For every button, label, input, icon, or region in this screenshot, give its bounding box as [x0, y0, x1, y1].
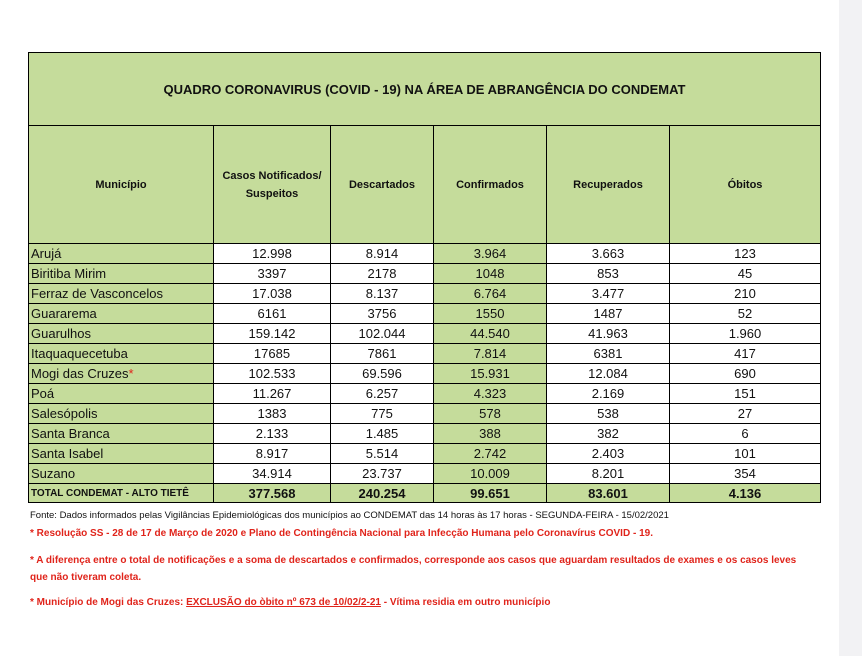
table-row	[29, 464, 821, 484]
cell-obitos: 1.960	[670, 324, 821, 344]
header-obitos: Óbitos	[670, 126, 821, 244]
total-recuperados: 83.601	[547, 484, 670, 503]
municipio-name: Salesópolis	[31, 406, 98, 421]
cell-descartados: 5.514	[331, 444, 434, 464]
header-row	[29, 126, 821, 244]
cell-recuperados: 6381	[547, 344, 670, 364]
cell-obitos: 354	[670, 464, 821, 484]
total-obitos: 4.136	[670, 484, 821, 503]
cell-recuperados: 12.084	[547, 364, 670, 384]
cell-municipio	[29, 344, 214, 364]
cell-recuperados: 41.963	[547, 324, 670, 344]
cell-descartados: 69.596	[331, 364, 434, 384]
municipio-name: Guararema	[31, 306, 97, 321]
difference-note: * A diferença entre o total de notificações e a soma de descartados e confirmados, corresponde aos casos que aguardam resultados de exames e os casos leves que não tiveram coleta.	[30, 555, 797, 583]
cell-obitos: 417	[670, 344, 821, 364]
table-row	[29, 444, 821, 464]
cell-confirmados: 15.931	[434, 364, 547, 384]
page-edge	[839, 0, 862, 656]
municipio-name: Itaquaquecetuba	[31, 346, 128, 361]
total-confirmados: 99.651	[434, 484, 547, 503]
cell-casos: 159.142	[214, 324, 331, 344]
cell-confirmados: 10.009	[434, 464, 547, 484]
cell-casos: 17685	[214, 344, 331, 364]
cell-casos: 102.533	[214, 364, 331, 384]
cell-descartados: 775	[331, 404, 434, 424]
cell-confirmados: 1048	[434, 264, 547, 284]
header-municipio: Município	[29, 126, 214, 244]
header-recuperados: Recuperados	[547, 126, 670, 244]
cell-confirmados: 4.323	[434, 384, 547, 404]
cell-casos: 2.133	[214, 424, 331, 444]
cell-recuperados: 1487	[547, 304, 670, 324]
table-row	[29, 284, 821, 304]
mogi-note-suffix: - Vítima residia em outro município	[380, 597, 551, 608]
cell-municipio	[29, 424, 214, 444]
table-row	[29, 364, 821, 384]
cell-obitos: 690	[670, 364, 821, 384]
cell-recuperados: 8.201	[547, 464, 670, 484]
cell-confirmados: 388	[434, 424, 547, 444]
cell-recuperados: 538	[547, 404, 670, 424]
cell-confirmados: 2.742	[434, 444, 547, 464]
cell-obitos: 52	[670, 304, 821, 324]
cell-municipio	[29, 464, 214, 484]
cell-obitos: 27	[670, 404, 821, 424]
header-casos: Casos Notificados/ Suspeitos	[214, 126, 331, 244]
cell-casos: 6161	[214, 304, 331, 324]
cell-descartados: 3756	[331, 304, 434, 324]
cell-municipio	[29, 404, 214, 424]
cell-confirmados: 3.964	[434, 244, 547, 264]
asterisk-marker: *	[128, 366, 134, 381]
table-row	[29, 424, 821, 444]
cell-descartados: 7861	[331, 344, 434, 364]
municipio-name: Suzano	[31, 466, 76, 481]
cell-descartados: 1.485	[331, 424, 434, 444]
cell-descartados: 2178	[331, 264, 434, 284]
resolution-note: * Resolução SS - 28 de 17 de Março de 2020 e Plano de Contingência Nacional para Infecção Humana pelo Coronavírus COVID - 19.	[30, 528, 653, 539]
table-row	[29, 244, 821, 264]
cell-municipio	[29, 384, 214, 404]
cell-casos: 3397	[214, 264, 331, 284]
cell-casos: 34.914	[214, 464, 331, 484]
table-row	[29, 264, 821, 284]
cell-casos: 11.267	[214, 384, 331, 404]
cell-recuperados: 382	[547, 424, 670, 444]
cell-confirmados: 6.764	[434, 284, 547, 304]
cell-recuperados: 3.477	[547, 284, 670, 304]
mogi-note	[30, 597, 550, 608]
cell-municipio	[29, 444, 214, 464]
cell-municipio	[29, 364, 214, 384]
cell-confirmados: 578	[434, 404, 547, 424]
header-descartados: Descartados	[331, 126, 434, 244]
cell-descartados: 23.737	[331, 464, 434, 484]
total-descartados: 240.254	[331, 484, 434, 503]
cell-obitos: 210	[670, 284, 821, 304]
covid-table-container	[28, 52, 821, 503]
cell-confirmados: 1550	[434, 304, 547, 324]
cell-confirmados: 44.540	[434, 324, 547, 344]
cell-recuperados: 853	[547, 264, 670, 284]
cell-casos: 8.917	[214, 444, 331, 464]
cell-municipio	[29, 284, 214, 304]
cell-obitos: 45	[670, 264, 821, 284]
cell-municipio	[29, 324, 214, 344]
table-title: QUADRO CORONAVIRUS (COVID - 19) NA ÁREA DE ABRANGÊNCIA DO CONDEMAT	[29, 53, 821, 126]
cell-recuperados: 2.169	[547, 384, 670, 404]
municipio-name: Mogi das Cruzes	[31, 366, 129, 381]
mogi-note-prefix: * Município de Mogi das Cruzes:	[30, 597, 187, 608]
municipio-name: Guarulhos	[31, 326, 91, 341]
cell-recuperados: 2.403	[547, 444, 670, 464]
cell-casos: 12.998	[214, 244, 331, 264]
cell-casos: 17.038	[214, 284, 331, 304]
source-note: Fonte: Dados informados pelas Vigilâncias Epidemiológicas dos municípios ao CONDEMAT das 14 horas às 17 horas - SEGUNDA-FEIRA - 15/02/2021	[30, 510, 669, 521]
cell-obitos: 151	[670, 384, 821, 404]
municipio-name: Santa Isabel	[31, 446, 104, 461]
table-row	[29, 344, 821, 364]
header-confirmados: Confirmados	[434, 126, 547, 244]
municipio-name: Santa Branca	[31, 426, 110, 441]
cell-descartados: 8.137	[331, 284, 434, 304]
municipio-name: Poá	[31, 386, 55, 401]
municipio-name: Biritiba Mirim	[31, 266, 107, 281]
table-row	[29, 304, 821, 324]
cell-confirmados: 7.814	[434, 344, 547, 364]
cell-obitos: 123	[670, 244, 821, 264]
cell-obitos: 101	[670, 444, 821, 464]
table-row	[29, 384, 821, 404]
covid-table	[28, 52, 821, 503]
cell-municipio	[29, 304, 214, 324]
cell-municipio	[29, 244, 214, 264]
table-row	[29, 404, 821, 424]
total-row	[29, 484, 821, 503]
cell-municipio	[29, 264, 214, 284]
cell-descartados: 6.257	[331, 384, 434, 404]
total-casos: 377.568	[214, 484, 331, 503]
municipio-name: Arujá	[31, 246, 62, 261]
cell-descartados: 8.914	[331, 244, 434, 264]
cell-descartados: 102.044	[331, 324, 434, 344]
cell-recuperados: 3.663	[547, 244, 670, 264]
cell-obitos: 6	[670, 424, 821, 444]
total-label: TOTAL CONDEMAT - ALTO TIETÊ	[29, 484, 214, 503]
mogi-exclusion-link[interactable]: EXCLUSÃO do òbito nº 673 de 10/02/2-21	[186, 597, 381, 608]
municipio-name: Ferraz de Vasconcelos	[31, 286, 163, 301]
cell-casos: 1383	[214, 404, 331, 424]
table-row	[29, 324, 821, 344]
